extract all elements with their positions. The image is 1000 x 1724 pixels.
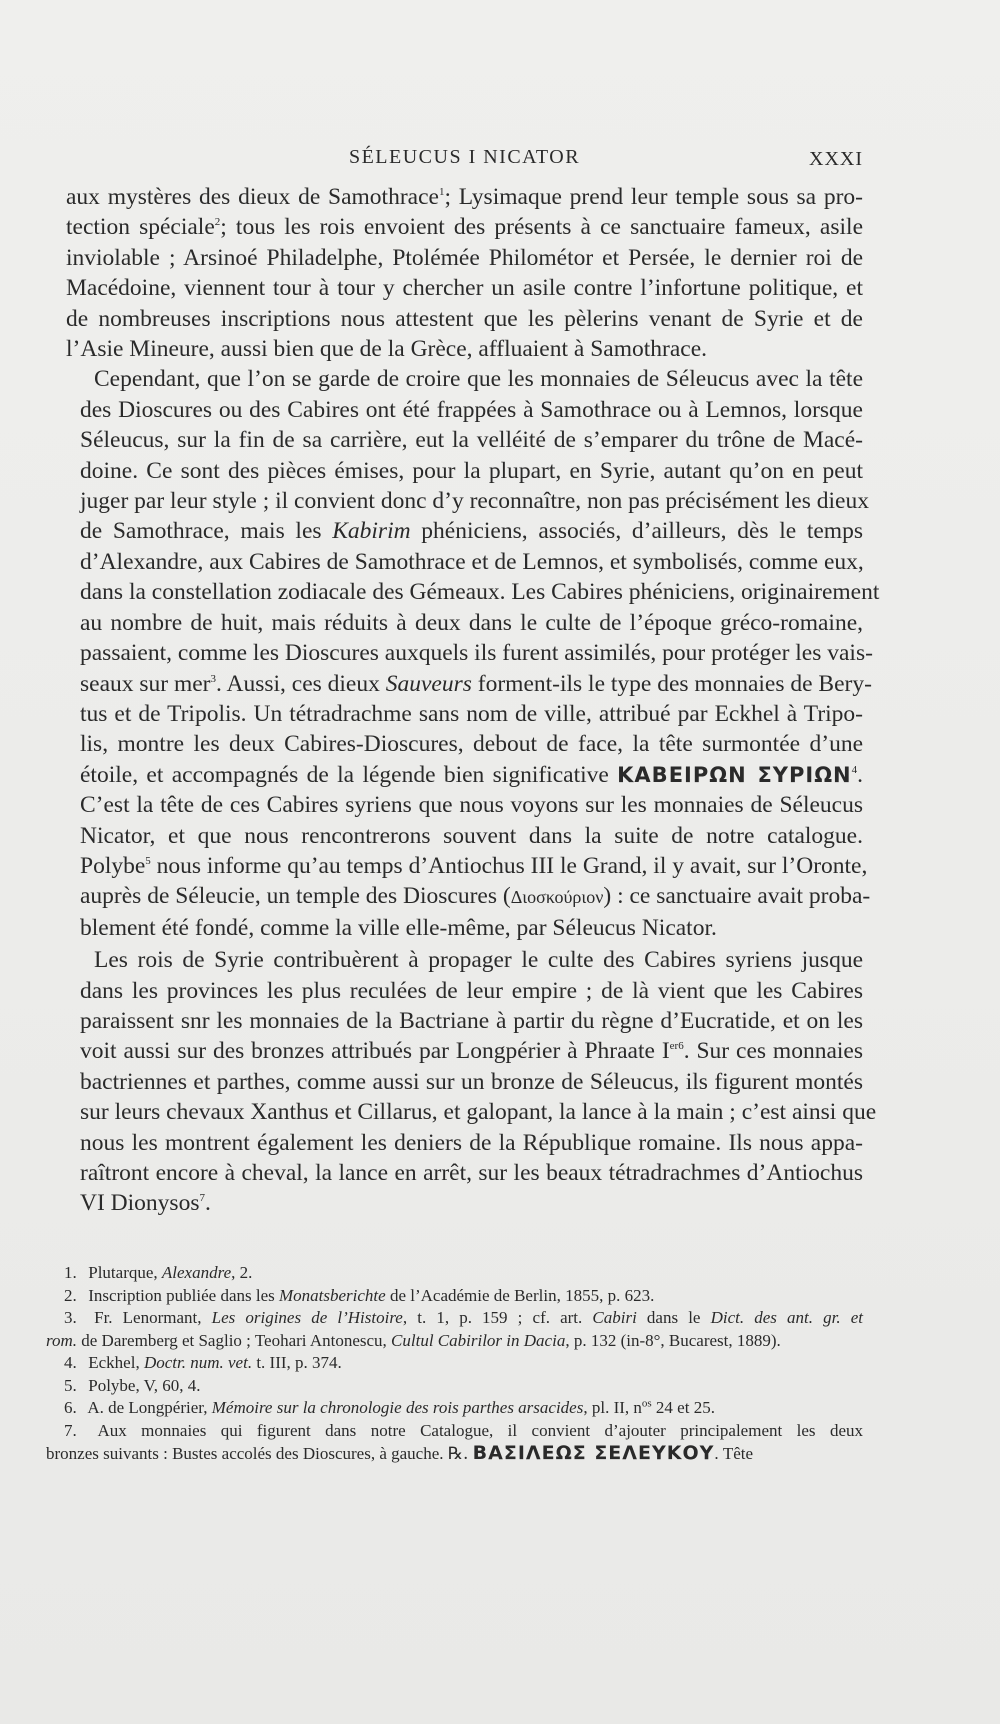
page-number: XXXI	[809, 148, 863, 170]
footnote-ref[interactable]: 2	[214, 216, 221, 229]
text-line: dans la constellation zodiacale des Gémeaux. Les Cabires phéniciens, originairement	[80, 579, 880, 606]
footnote-6: 6. A. de Longpérier, Mémoire sur la chronologie des rois parthes arsacides, pl. II, $n^{os}$ 24 et 25.	[64, 1397, 715, 1417]
text-line: étoile, et accompagnés de la légende bien significative ΚΑΒΕΙΡΩΝ ΣΥΡΙΩΝ$^4$.	[80, 761, 863, 788]
greek-legend: ΚΑΒΕΙΡΩΝ ΣΥΡΙΩΝ	[617, 762, 852, 787]
footnote-ref[interactable]: 3	[210, 672, 217, 685]
footnote-5: 5. Polybe, V, 60, 4.	[64, 1375, 201, 1395]
text-line: sur leurs chevaux Xanthus et Cillarus, et galopant, la lance à la main ; c’est ainsi que	[80, 1099, 877, 1126]
paragraph-1	[66, 182, 863, 364]
footnote-7: 7. Aux monnaies qui figurent dans notre Catalogue, il convient d’ajouter principalement les deux	[64, 1420, 863, 1440]
text-line: voit aussi sur des bronzes attribués par Longpérier à Phraate $I^{er6}$. Sur ces monnaies	[80, 1038, 863, 1065]
text-line: Polybe$^5$ nous informe qu’au temps d’Antiochus III le Grand, il y avait, sur l’Oronte,	[80, 852, 868, 879]
footnote-ref[interactable]: 6	[678, 1040, 684, 1053]
text-line: juger par leur style ; il convient donc d’y reconnaître, non pas précisément les dieux	[80, 488, 869, 515]
text-line: passaient, comme les Dioscures auxquels ils furent assimilés, pour protéger les vais-	[80, 640, 873, 667]
text-line: raîtront encore à cheval, la lance en arrêt, sur les beaux tétradrachmes d’Antiochus	[80, 1160, 863, 1186]
text-line: aux mystères des dieux de Samothrace$^1$; Lysimaque prend leur temple sous sa pro-	[66, 184, 863, 210]
footnote-ref[interactable]: 4	[851, 763, 858, 776]
text-line: de nombreuses inscriptions nous attestent que les pèlerins venant de Syrie et de	[66, 305, 863, 332]
text-line: VI Dionysos$^7$.	[80, 1190, 211, 1217]
footnote-3: 3. Fr. Lenormant, Les origines de l’Histoire, t. 1, p. 159 ; cf. art. Cabiri dans le Dict. des ant. gr. et	[64, 1308, 863, 1327]
text-line: nous les montrent également les deniers de la République romaine. Ils nous appa-	[80, 1129, 863, 1156]
text-line: des Dioscures ou des Cabires ont été frappées à Samothrace ou à Lemnos, lorsque	[80, 396, 863, 423]
text-line: dans les provinces les plus reculées de leur empire ; de là vient que les Cabires	[80, 977, 863, 1004]
italic-term: Kabirim	[332, 518, 411, 545]
text-line: l’Asie Mineure, aussi bien que de la Grèce, affluaient à Samothrace.	[66, 336, 707, 363]
text-line: seaux sur mer$^3$. Aussi, ces dieux Sauveurs forment-ils le type des monnaies de Bery-	[80, 670, 872, 697]
main-text	[66, 182, 880, 1219]
footnote-3-continued: rom. de Daremberg et Saglio ; Teohari Antonescu, Cultul Cabirilor in Dacia, p. 132 (in-8°, Bucarest, 1889).	[46, 1330, 781, 1350]
text-line: Nicator, et que nous rencontrerons souvent dans la suite de notre catalogue.	[80, 822, 863, 849]
footnote-ref[interactable]: 1	[438, 186, 445, 199]
text-line: Cependant, que l’on se garde de croire que les monnaies de Séleucus avec la tête	[94, 366, 863, 393]
text-line: au nombre de huit, mais réduits à deux dans le culte de l’époque gréco-romaine,	[80, 609, 863, 636]
footnote-ref[interactable]: 5	[145, 855, 151, 868]
footnote-4: 4. Eckhel, Doctr. num. vet. t. III, p. 374.	[64, 1353, 342, 1372]
superscript: er	[669, 1040, 679, 1053]
paragraph-2	[66, 364, 880, 943]
text-line: doine. Ce sont des pièces émises, pour la plupart, en Syrie, autant qu’on en peut	[80, 457, 863, 484]
reverse-symbol: ℞.	[447, 1444, 469, 1464]
text-line: auprès de Séleucie, un temple des Dioscures (Διοσκούριον) : ce sanctuaire avait proba-	[80, 883, 871, 910]
text-line: paraissent snr les monnaies de la Bactriane à partir du règne d’Eucratide, et on les	[80, 1007, 863, 1034]
paragraph-3	[66, 945, 877, 1219]
text-line: Séleucus, sur la fin de sa carrière, eut la velléité de s’emparer du trône de Macé-	[80, 427, 863, 454]
text-line: lis, montre les deux Cabires-Dioscures, debout de face, la tête surmontée d’une	[80, 731, 863, 758]
running-head: SÉLEUCUS I NICATOR	[348, 146, 581, 168]
footnotes	[46, 1262, 863, 1466]
footnote-7-continued: bronzes suivants : Bustes accolés des Dioscures, à gauche. ℞. ΒΑΣΙΛΕΩΣ ΣΕΛΕΥΚΟΥ. Tête	[46, 1442, 754, 1464]
text-line: de Samothrace, mais les Kabirim phéniciens, associés, d’ailleurs, dès le temps	[80, 518, 863, 545]
footnote-2: 2. Inscription publiée dans les Monatsberichte de l’Académie de Berlin, 1855, p. 623.	[64, 1285, 655, 1305]
text-line: inviolable ; Arsinoé Philadelphe, Ptolémée Philométor et Persée, le dernier roi de	[66, 244, 863, 271]
text-line: d’Alexandre, aux Cabires de Samothrace et de Lemnos, et symbolisés, comme eux,	[80, 548, 864, 575]
text-line: Les rois de Syrie contribuèrent à propager le culte des Cabires syriens jusque	[94, 947, 863, 974]
greek-term: Διοσκούριον	[510, 887, 604, 908]
footnote-ref[interactable]: 7	[199, 1192, 205, 1205]
text-line: Macédoine, viennent tour à tour y chercher un asile contre l’infortune politique, et	[66, 275, 863, 302]
text-line: tus et de Tripolis. Un tétradrachme sans nom de ville, attribué par Eckhel à Tripo-	[80, 700, 863, 727]
footnote-1: 1. Plutarque, Alexandre, 2.	[64, 1263, 253, 1282]
page-header	[66, 146, 863, 172]
italic-term: Sauveurs	[385, 670, 472, 697]
text-line: bactriennes et parthes, comme aussi sur un bronze de Séleucus, ils figurent montés	[80, 1068, 863, 1095]
greek-legend: ΒΑΣΙΛΕΩΣ ΣΕΛΕΥΚΟΥ	[472, 1442, 715, 1464]
text-line: tection spéciale$^2$; tous les rois envoient des présents à ce sanctuaire fameux, asile	[66, 214, 863, 241]
text-line: blement été fondé, comme la ville elle-même, par Séleucus Nicator.	[80, 914, 717, 941]
text-line: C’est la tête de ces Cabires syriens que nous voyons sur les monnaies de Séleucus	[80, 792, 863, 819]
